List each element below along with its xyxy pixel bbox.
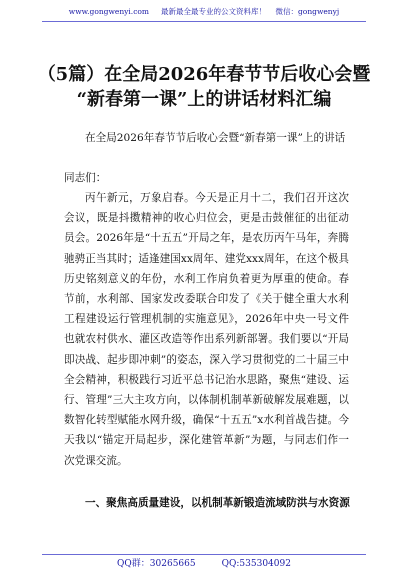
document-title	[20, 62, 388, 112]
body-paragraph: 丙午新元，万象启春。今天是正月十二，我们召开这次会议，既是抖擞精神的收心归位会，更是击鼓催征的出征动员会。2026年是“十五五”开局之年，是农历丙午马年，奔腾驰骋正当其时；适逢建国xx周年、建党xxx周年，在这个极具历史铭刻意义的年份，水利工作肩负着更为厚重的使命。春节前，水利部、国家发改委联合印发了《关于健全重大水利工程建设运行管理机制的实施意见》，2026年中央一号文件也就农村供水、灌区改造等作出系列新部署。我们要以“开局即决战、起步即冲刺”的姿态，深入学习贯彻党的二十届三中全会精神，积极践行习近平总书记治水思路，聚焦“建设、运行、管理”三大主攻方向，以体制机制革新破解发展难题，以数智化转型赋能水网升级，确保“十五五”x水利首战告捷。今天我以“锚定开局起步，深化建管革新”为题，与同志们作一次党课交流。	[64, 192, 349, 467]
footer-qq-contact: QQ:535304092	[221, 559, 291, 569]
header-tagline: 最新最全最专业的公文资料库！	[160, 7, 266, 16]
site-url-link[interactable]: www.gongwenyi.com	[68, 7, 150, 16]
header-divider	[42, 21, 366, 22]
intro-paragraph: 在全局2026年春节节后收心会暨“新春第一课”上的讲话	[85, 132, 346, 144]
section-heading: 一、聚焦高质量建设，以机制革新锻造流域防洪与水资源	[85, 497, 350, 509]
title-line-1: （5篇）在全局2026年春节节后收心会暨	[37, 64, 371, 85]
page-header	[0, 6, 408, 18]
greeting: 同志们：	[64, 172, 107, 184]
footer-qq-group: QQ群：30265665	[117, 559, 196, 569]
page-footer	[0, 558, 408, 570]
header-wechat: 微信：gongwenyj	[275, 7, 340, 16]
footer-divider	[42, 554, 366, 555]
title-line-2: “新春第一课”上的讲话材料汇编	[76, 89, 332, 110]
